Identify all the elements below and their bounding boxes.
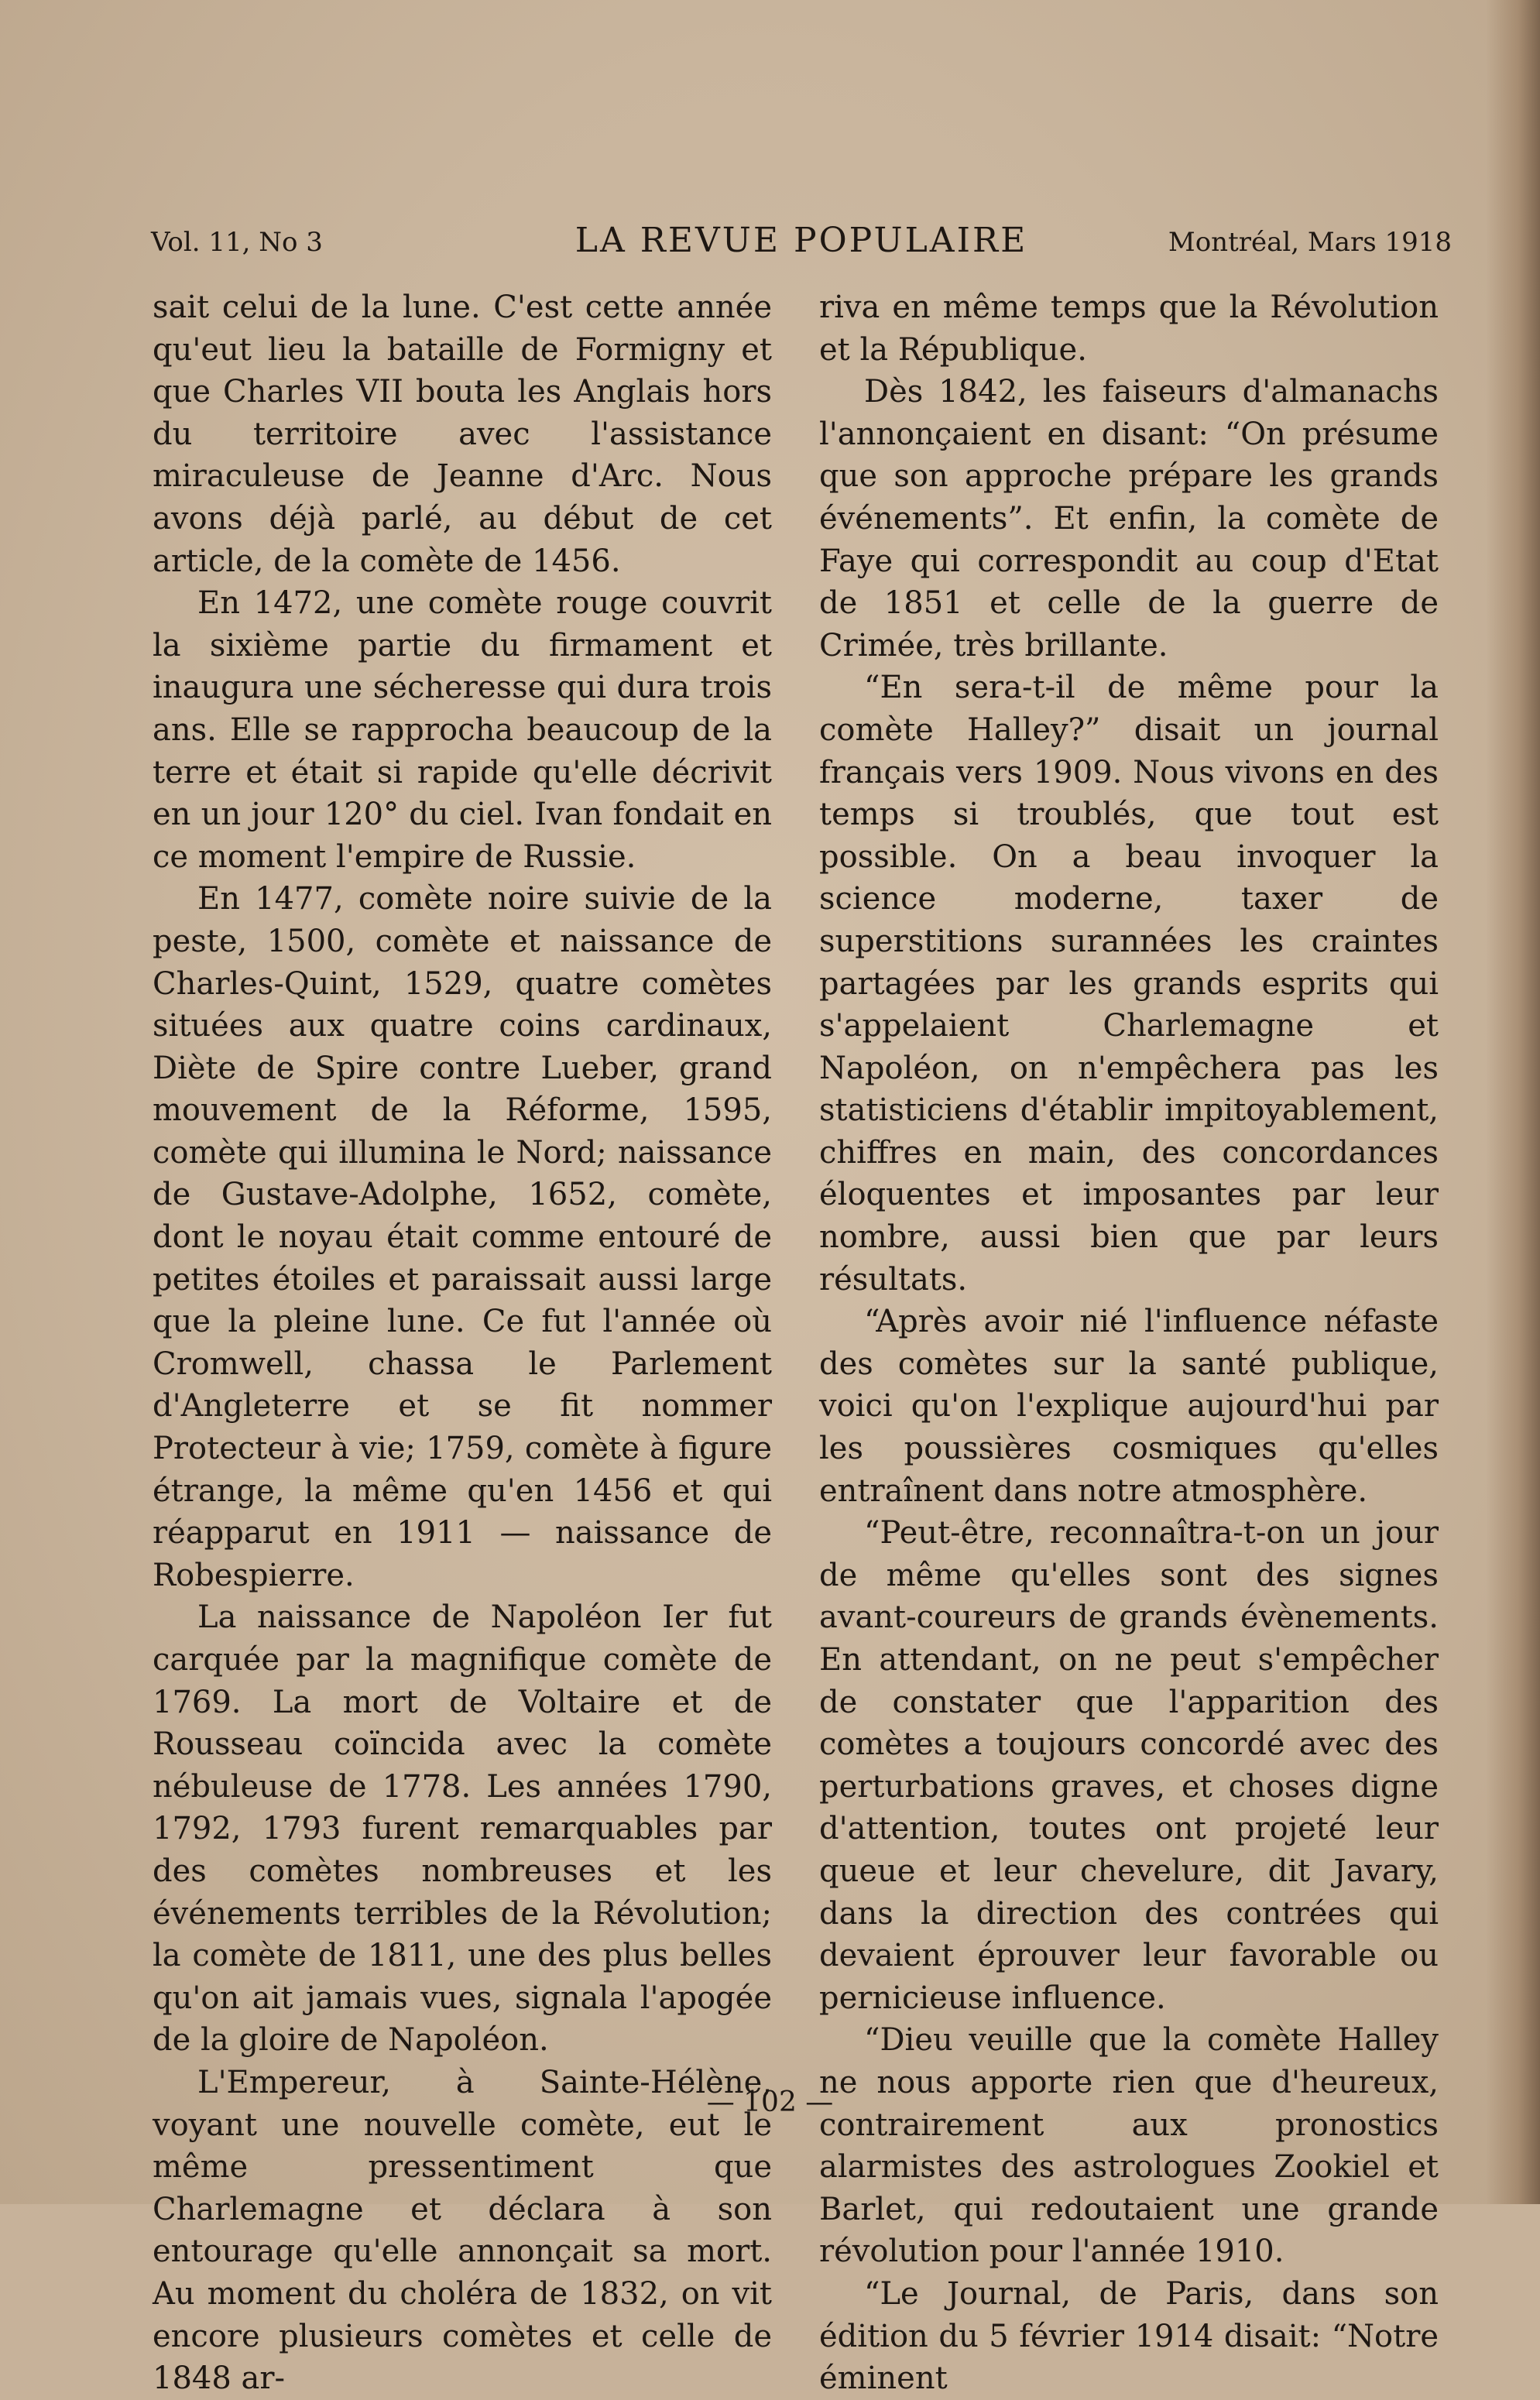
paragraph: “Après avoir nié l'influence néfaste des comètes sur la santé publique, voici qu'on l'explique aujourd'hui par les poussières cosmiques qu'elles entraînent dans notre atmosphère. bbox=[819, 1304, 1439, 1509]
journal-title: LA REVUE POPULAIRE bbox=[574, 221, 1028, 260]
paragraph: sait celui de la lune. C'est cette année qu'eut lieu la bataille de Formigny et que Charles VII bouta les Anglais hors du territoire avec l'assistance miraculeuse de Jeanne d'Arc. Nous avons déjà parlé, au début de cet article, de la comète de 1456. bbox=[153, 290, 772, 579]
paragraph: “Peut-être, reconnaîtra-t-on un jour de même qu'elles sont des signes avant-coureurs de grands évènements. En attendant, on ne peut s'empêcher de constater que l'apparition des comètes a toujours concordé avec des perturbations graves, et choses digne d'attention, toutes ont projeté leur queue et leur chevelure, dit Javary, dans la direction des contrées qui devaient éprouver leur favorable ou pernicieuse influence. bbox=[819, 1515, 1439, 2016]
spine-shadow bbox=[1486, 0, 1540, 2204]
paragraph: riva en même temps que la Révolution et la République. bbox=[819, 290, 1439, 368]
paragraph: En 1477, comète noire suivie de la peste, 1500, comète et naissance de Charles-Quint, 1529, quatre comètes situées aux quatre coins cardinaux, Diète de Spire contre Lueber, grand mouvement de la Réforme, 1595, comète qui illumina le Nord; naissance de Gustave-Adolphe, 1652, comète, dont le noyau était comme entouré de petites étoiles et paraissait aussi large que la pleine lune. Ce fut l'année où Cromwell, chassa le Parlement d'Angleterre et se fit nommer Protecteur à vie; 1759, comète à figure étrange, la même qu'en 1456 et qui réapparut en 1911 — naissance de Robespierre. bbox=[153, 881, 772, 1593]
paragraph: La naissance de Napoléon Ier fut carquée par la magnifique comète de 1769. La mort de Voltaire et de Rousseau coïncida avec la comète nébuleuse de 1778. Les années 1790, 1792, 1793 furent remarquables par des comètes nombreuses et les événements terribles de la Révolution; la comète de 1811, une des plus belles qu'on ait jamais vues, signala l'apogée de la gloire de Napoléon. bbox=[153, 1599, 772, 2059]
volume-number: Vol. 11, No 3 bbox=[151, 227, 323, 258]
paragraph: En 1472, une comète rouge couvrit la sixième partie du firmament et inaugura une sécheresse qui dura trois ans. Elle se rapprocha beaucoup de la terre et était si rapide qu'elle décrivit en un jour 120° du ciel. Ivan fondait en ce moment l'empire de Russie. bbox=[153, 585, 772, 875]
right-column bbox=[819, 286, 1439, 2400]
place-date: Montréal, Mars 1918 bbox=[1168, 227, 1452, 258]
paragraph: “Dieu veuille que la comète Halley ne nous apporte rien que d'heureux, contrairement aux pronostics alarmistes des astrologues Zookiel et Barlet, qui redoutaient une grande révolution pour l'année 1910. bbox=[819, 2022, 1439, 2270]
running-header bbox=[151, 221, 1452, 267]
paragraph: L'Empereur, à Sainte-Hélène, voyant une nouvelle comète, eut le même pressentiment que Charlemagne et déclara à son entourage qu'elle annonçait sa mort. Au moment du choléra de 1832, on vit encore plusieurs comètes et celle de 1848 ar- bbox=[153, 2064, 772, 2397]
left-column bbox=[153, 286, 772, 2400]
paragraph: “Le Journal, de Paris, dans son édition du 5 février 1914 disait: “Notre éminent bbox=[819, 2275, 1439, 2397]
page-number: — 102 — bbox=[706, 2086, 834, 2118]
paragraph: Dès 1842, les faiseurs d'almanachs l'annonçaient en disant: “On présume que son approche prépare les grands événements”. Et enfin, la comète de Faye qui correspondit au coup d'Etat de 1851 et celle de la guerre de Crimée, très brillante. bbox=[819, 374, 1439, 663]
paragraph: “En sera-t-il de même pour la comète Halley?” disait un journal français vers 1909. Nous vivons en des temps si troublés, que tout est possible. On a beau invoquer la science moderne, taxer de superstitions surannées les craintes partagées par les grands esprits qui s'appelaient Charlemagne et Napoléon, on n'empêchera pas les statisticiens d'établir impitoyablement, chiffres en main, des concordances éloquentes et imposantes par leur nombre, aussi bien que par leurs résultats. bbox=[819, 670, 1439, 1298]
